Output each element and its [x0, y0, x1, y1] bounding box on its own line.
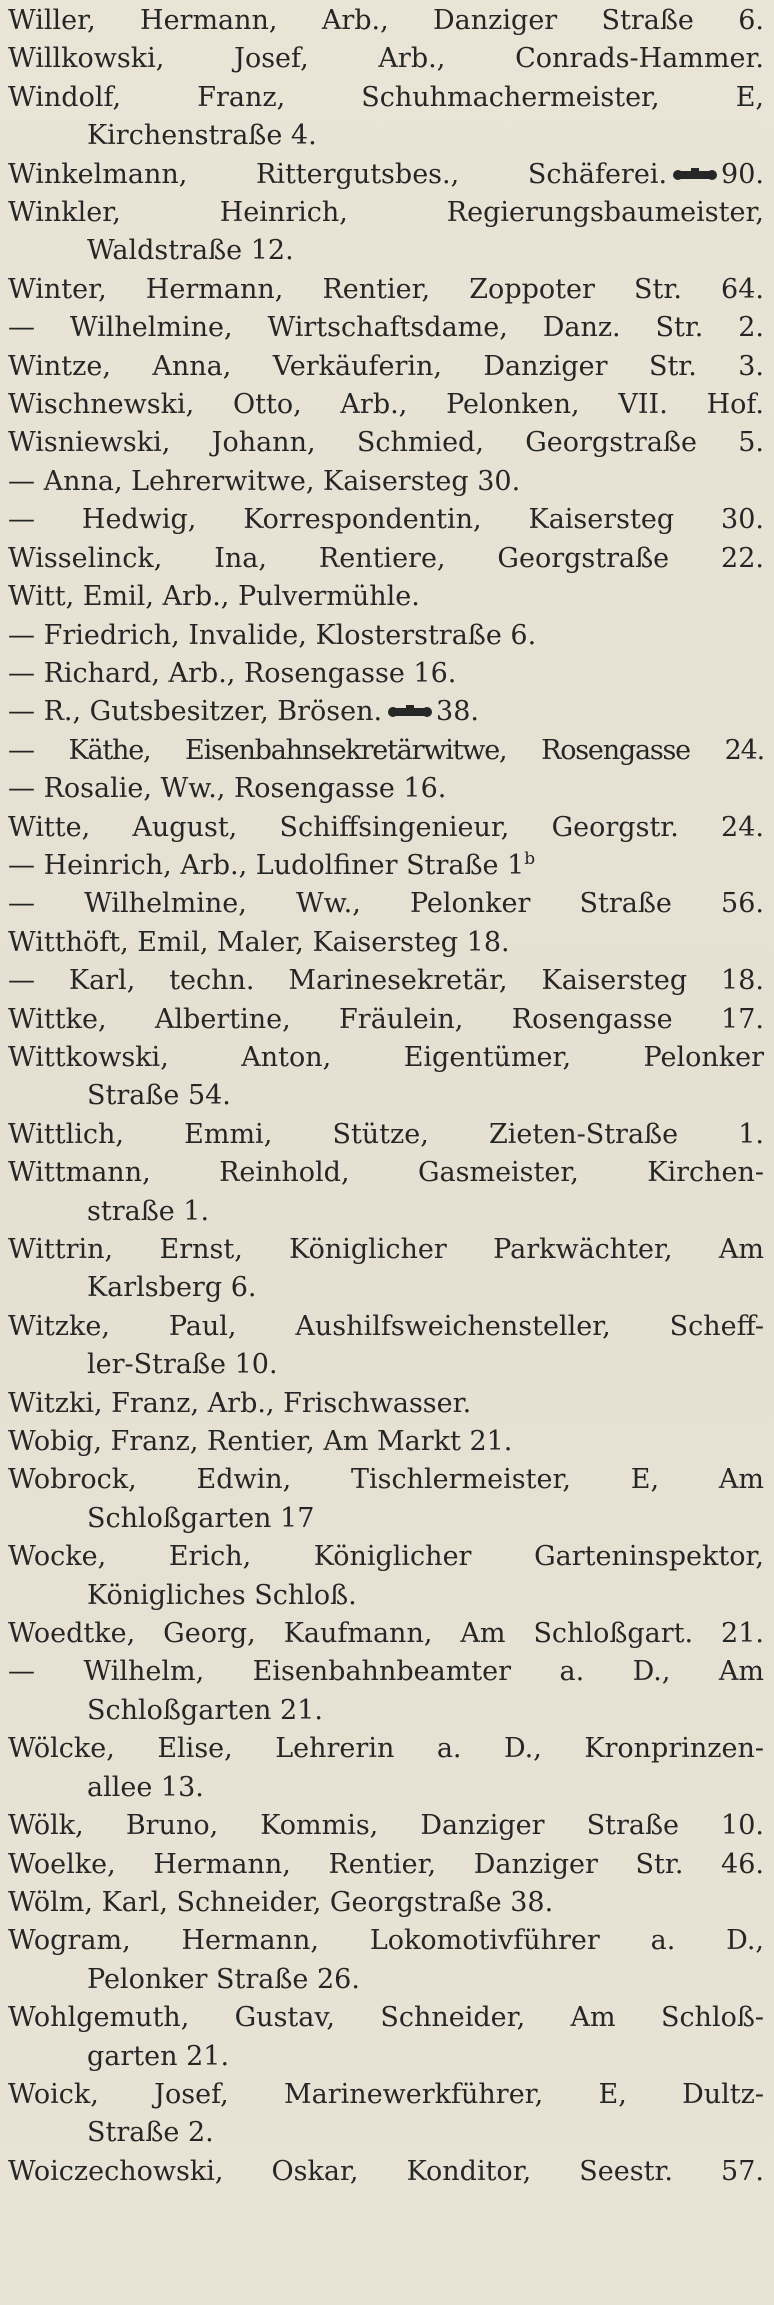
entry-text: Witte, August, Schiffsingenieur, Georgstr. 24. — [8, 811, 764, 843]
directory-entry — [8, 79, 764, 117]
entry-text: Woick, Josef, Marinewerkführer, E, Dultz- — [8, 2078, 764, 2110]
entry-text: Woelke, Hermann, Rentier, Danziger Str. 46. — [8, 1848, 764, 1880]
telephone-icon — [388, 702, 434, 722]
entry-text: Wobrock, Edwin, Tischlermeister, E, Am — [8, 1464, 764, 1496]
directory-entry — [8, 924, 764, 962]
directory-entry — [8, 501, 764, 539]
phone-number: 90. — [721, 158, 764, 190]
entry-text: straße 1. — [87, 1195, 210, 1227]
address-directory-list — [8, 2, 764, 2191]
entry-text: Wisselinck, Ina, Rentiere, Georgstraße 22. — [8, 542, 764, 574]
entry-text: ler-Straße 10. — [87, 1349, 278, 1381]
directory-entry-continuation — [8, 1269, 764, 1307]
entry-text: — Käthe, Eisenbahnsekretärwitwe, Rosengasse 24. — [8, 734, 764, 766]
directory-entry — [8, 2076, 764, 2114]
entry-text: allee 13. — [87, 1771, 204, 1803]
entry-text: Willer, Hermann, Arb., Danziger Straße 6. — [8, 5, 764, 36]
directory-entry — [8, 1308, 764, 1346]
directory-entry — [8, 847, 764, 885]
directory-entry — [8, 809, 764, 847]
directory-entry — [8, 1922, 764, 1960]
directory-entry — [8, 885, 764, 923]
entry-text: Wobig, Franz, Rentier, Am Markt 21. — [8, 1426, 513, 1458]
entry-text: Karlsberg 6. — [87, 1272, 257, 1304]
entry-text: Witthöft, Emil, Maler, Kaisersteg 18. — [8, 926, 510, 958]
directory-entry-continuation — [8, 2114, 764, 2152]
directory-entry-continuation — [8, 117, 764, 155]
entry-text: — Friedrich, Invalide, Klosterstraße 6. — [8, 619, 537, 651]
directory-entry — [8, 617, 764, 655]
directory-entry — [8, 194, 764, 232]
phone-number: 38. — [436, 696, 479, 728]
entry-text: Kirchenstraße 4. — [87, 120, 317, 152]
entry-text: Wittrin, Ernst, Königlicher Parkwächter, Am — [8, 1234, 764, 1265]
directory-entry — [8, 1461, 764, 1499]
entry-text: Wittke, Albertine, Fräulein, Rosengasse 17. — [8, 1003, 764, 1035]
directory-entry — [8, 770, 764, 808]
entry-text: Königliches Schloß. — [87, 1579, 357, 1611]
entry-text: — Wilhelmine, Ww., Pelonker Straße 56. — [8, 888, 764, 920]
directory-entry — [8, 1653, 764, 1691]
directory-entry-continuation — [8, 1193, 764, 1231]
directory-entry — [8, 1730, 764, 1768]
directory-entry-continuation — [8, 1769, 764, 1807]
entry-text: Wischnewski, Otto, Arb., Pelonken, VII. Hof. — [8, 389, 764, 421]
directory-entry — [8, 1039, 764, 1077]
entry-text: Wisniewski, Johann, Schmied, Georgstraße 5. — [8, 427, 764, 459]
directory-entry — [8, 732, 764, 770]
entry-text: Straße 54. — [87, 1080, 231, 1112]
entry-text: Witt, Emil, Arb., Pulvermühle. — [8, 581, 420, 613]
directory-entry — [8, 578, 764, 616]
entry-text: Wogram, Hermann, Lokomotivführer a. D., — [8, 1925, 764, 1957]
directory-entry — [8, 1423, 764, 1461]
entry-text: Schloßgarten 17 — [87, 1502, 315, 1534]
directory-entry — [8, 1231, 764, 1269]
entry-text: Wölm, Karl, Schneider, Georgstraße 38. — [8, 1886, 554, 1918]
directory-entry — [8, 1538, 764, 1576]
entry-text: Wintze, Anna, Verkäuferin, Danziger Str. 3. — [8, 350, 764, 382]
directory-entry — [8, 1001, 764, 1039]
directory-entry — [8, 962, 764, 1000]
entry-text: — Wilhelmine, Wirtschaftsdame, Danz. Str. 2. — [8, 312, 764, 344]
directory-entry-continuation — [8, 1077, 764, 1115]
directory-entry-continuation — [8, 2038, 764, 2076]
entry-text: Woiczechowski, Oskar, Konditor, Seestr. 57. — [8, 2155, 764, 2187]
entry-text: — Anna, Lehrerwitwe, Kaisersteg 30. — [8, 465, 521, 497]
entry-text: Wittlich, Emmi, Stütze, Zieten-Straße 1. — [8, 1118, 764, 1150]
telephone-icon — [673, 165, 719, 185]
directory-entry — [8, 1615, 764, 1653]
directory-entry — [8, 1116, 764, 1154]
entry-text: Winter, Hermann, Rentier, Zoppoter Str. 64. — [8, 273, 764, 305]
directory-entry — [8, 2153, 764, 2191]
entry-text: Windolf, Franz, Schuhmachermeister, E, — [8, 81, 764, 113]
directory-entry — [8, 156, 764, 194]
entry-text: Wocke, Erich, Königlicher Garteninspektor, — [8, 1541, 764, 1573]
entry-text: Schloßgarten 21. — [87, 1694, 323, 1726]
entry-text: — Karl, techn. Marinesekretär, Kaisersteg 18. — [8, 965, 764, 997]
directory-entry-continuation — [8, 1961, 764, 1999]
directory-entry — [8, 40, 764, 78]
entry-text: Wölk, Bruno, Kommis, Danziger Straße 10. — [8, 1810, 764, 1842]
entry-text: Pelonker Straße 26. — [87, 1963, 360, 1995]
entry-text: Wittmann, Reinhold, Gasmeister, Kirchen- — [8, 1157, 764, 1189]
directory-entry — [8, 655, 764, 693]
directory-entry — [8, 1385, 764, 1423]
directory-entry — [8, 386, 764, 424]
directory-entry — [8, 271, 764, 309]
directory-entry-continuation — [8, 1346, 764, 1384]
entry-text: — Heinrich, Arb., Ludolfiner Straße 1 — [8, 849, 525, 881]
entry-text: Witzki, Franz, Arb., Frischwasser. — [8, 1387, 472, 1419]
directory-entry-continuation — [8, 1577, 764, 1615]
directory-entry — [8, 540, 764, 578]
entry-text: Willkowski, Josef, Arb., Conrads-Hammer. — [8, 43, 764, 75]
directory-entry — [8, 693, 764, 731]
entry-text: Wohlgemuth, Gustav, Schneider, Am Schloß- — [8, 2002, 764, 2034]
entry-text: Woedtke, Georg, Kaufmann, Am Schloßgart. 21. — [8, 1618, 764, 1650]
entry-text: Waldstraße 12. — [87, 235, 294, 267]
directory-entry — [8, 348, 764, 386]
directory-entry — [8, 1154, 764, 1192]
entry-text: Wölcke, Elise, Lehrerin a. D., Kronprinzen- — [8, 1733, 764, 1765]
directory-entry — [8, 424, 764, 462]
entry-text: garten 21. — [87, 2040, 230, 2072]
entry-text: Straße 2. — [87, 2117, 214, 2149]
directory-entry — [8, 1999, 764, 2037]
entry-text: Wittkowski, Anton, Eigentümer, Pelonker — [8, 1041, 764, 1073]
directory-entry — [8, 309, 764, 347]
entry-text: — Rosalie, Ww., Rosengasse 16. — [8, 773, 447, 805]
house-number-suffix: b — [524, 848, 536, 869]
directory-entry — [8, 1807, 764, 1845]
directory-entry-continuation — [8, 1500, 764, 1538]
entry-text: — R., Gutsbesitzer, Brösen. — [8, 696, 383, 728]
entry-text: — Richard, Arb., Rosengasse 16. — [8, 657, 457, 689]
directory-entry-continuation — [8, 232, 764, 270]
directory-entry — [8, 1884, 764, 1922]
directory-entry-continuation — [8, 1692, 764, 1730]
entry-text: — Hedwig, Korrespondentin, Kaisersteg 30. — [8, 504, 764, 536]
entry-text: Winkler, Heinrich, Regierungsbaumeister, — [8, 197, 764, 229]
entry-text: — Wilhelm, Eisenbahnbeamter a. D., Am — [8, 1656, 764, 1688]
directory-entry — [8, 1846, 764, 1884]
entry-text: Witzke, Paul, Aushilfsweichensteller, Scheff- — [8, 1310, 764, 1342]
directory-entry — [8, 463, 764, 501]
entry-text: Winkelmann, Rittergutsbes., Schäferei. — [8, 158, 668, 190]
directory-entry — [8, 2, 764, 40]
